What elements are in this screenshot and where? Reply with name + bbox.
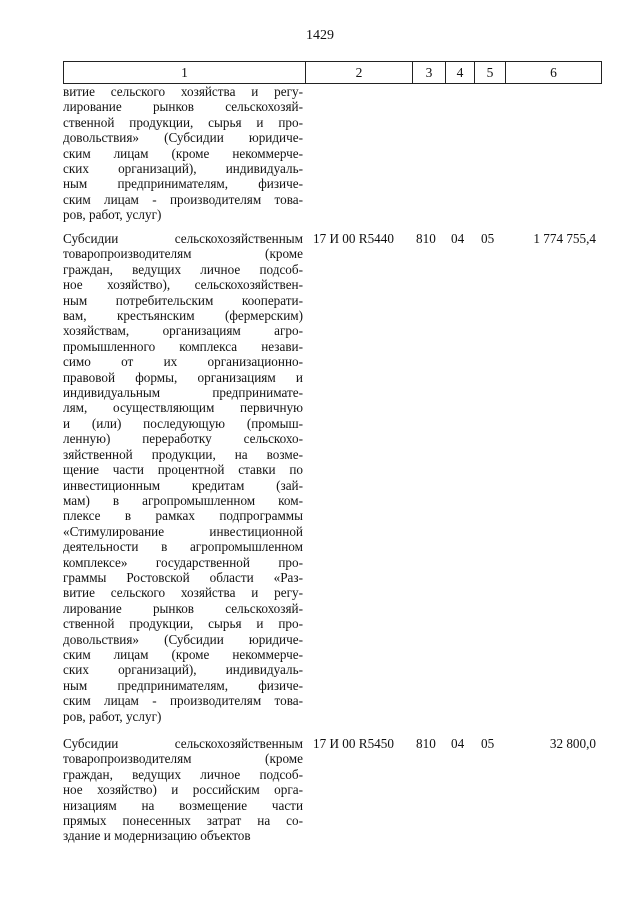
description-line: деятельности в агропромышленном	[63, 539, 303, 555]
description-line: ным предпринимателям, физиче-	[63, 176, 303, 192]
row-description	[63, 231, 303, 724]
description-line: мам) в агропромышленном ком-	[63, 492, 303, 508]
description-line: граждан, ведущих личное подсоб-	[63, 766, 303, 782]
column-header-6: 6	[506, 62, 602, 84]
description-line: и (или) последующую (промыш-	[63, 415, 303, 431]
row-vr: 810	[416, 736, 436, 751]
description-line: ное хозяйство) и российским орга-	[63, 782, 303, 798]
description-line: ственной продукции, сырья и про-	[63, 114, 303, 130]
description-line: витие сельского хозяйства и регу-	[63, 84, 303, 99]
row-sum: 1 774 755,4	[533, 231, 596, 246]
description-line: ских организаций), индивидуаль-	[63, 662, 303, 678]
page-number: 1429	[306, 28, 334, 43]
description-line: вам, крестьянским (фермерским)	[63, 308, 303, 324]
description-line: ров, работ, услуг)	[63, 708, 162, 724]
description-line: ским лицам - производителям това-	[63, 191, 303, 207]
description-line: ным потребительским кооперати-	[63, 292, 303, 308]
description-line: лям, осуществляющим первичную	[63, 400, 303, 416]
description-line: ским лицам - производителям това-	[63, 693, 303, 709]
description-line: лирование рынков сельскохозяй-	[63, 99, 303, 115]
row-rz: 04	[451, 231, 465, 246]
description-line: Субсидии сельскохозяйственным	[63, 231, 303, 246]
description-line: витие сельского хозяйства и регу-	[63, 585, 303, 601]
description-line: ным предпринимателям, физиче-	[63, 677, 303, 693]
description-line: правовой формы, организациям и	[63, 369, 303, 385]
column-header-4: 4	[446, 62, 475, 84]
description-line: хозяйствам, организациям агро-	[63, 323, 303, 339]
description-line: граммы Ростовской области «Раз-	[63, 569, 303, 585]
row-code: 17 И 00 R5450	[313, 736, 394, 751]
description-line: плексе в рамках подпрограммы	[63, 508, 303, 524]
description-line: довольствия» (Субсидии юридиче-	[63, 631, 303, 647]
description-line: граждан, ведущих личное подсоб-	[63, 261, 303, 277]
description-line: промышленного комплекса незави-	[63, 338, 303, 354]
description-line: щение части процентной ставки по	[63, 462, 303, 478]
description-line: инвестиционным кредитам (зай-	[63, 477, 303, 493]
description-line: ное хозяйство), сельскохозяйствен-	[63, 277, 303, 293]
column-header-5: 5	[475, 62, 506, 84]
description-line: ров, работ, услуг)	[63, 207, 162, 223]
description-line: прямых понесенных затрат на со-	[63, 813, 303, 829]
description-line: «Стимулирование инвестиционной	[63, 523, 303, 539]
row-rz: 04	[451, 736, 465, 751]
description-line: низациям на возмещение части	[63, 797, 303, 813]
description-line: довольствия» (Субсидии юридиче-	[63, 130, 303, 146]
column-header-table	[63, 61, 602, 84]
description-line: индивидуальным предпринимате-	[63, 385, 303, 401]
description-line: товаропроизводителям (кроме	[63, 246, 303, 262]
description-line: ственной продукции, сырья и про-	[63, 616, 303, 632]
column-header-3: 3	[413, 62, 446, 84]
description-line: Субсидии сельскохозяйственным	[63, 736, 303, 751]
column-header-1: 1	[64, 62, 306, 84]
column-header-2: 2	[306, 62, 413, 84]
description-line: ским лицам (кроме некоммерче-	[63, 145, 303, 161]
description-line: зяйственной продукции, на возме-	[63, 446, 303, 462]
row-description	[63, 84, 303, 223]
description-line: ленную) переработку сельскохо-	[63, 431, 303, 447]
description-line: ских организаций), индивидуаль-	[63, 161, 303, 177]
row-description	[63, 736, 303, 844]
row-pr: 05	[481, 231, 495, 246]
row-pr: 05	[481, 736, 495, 751]
description-line: симо от их организационно-	[63, 354, 303, 370]
row-sum: 32 800,0	[549, 736, 596, 751]
row-vr: 810	[416, 231, 436, 246]
description-line: комплексе» государственной про-	[63, 554, 303, 570]
description-line: здание и модернизацию объектов	[63, 828, 251, 844]
description-line: ским лицам (кроме некоммерче-	[63, 646, 303, 662]
row-code: 17 И 00 R5440	[313, 231, 394, 246]
description-line: лирование рынков сельскохозяй-	[63, 600, 303, 616]
description-line: товаропроизводителям (кроме	[63, 751, 303, 767]
